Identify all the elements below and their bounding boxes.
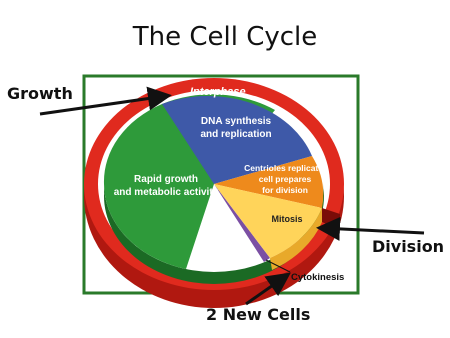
g2-label-line1: Centrioles replicate; <box>244 163 326 173</box>
new-cells-callout: 2 New Cells <box>206 305 311 324</box>
growth-callout: Growth <box>7 84 73 103</box>
s-phase-label-line2: and replication <box>200 129 272 140</box>
s-phase-label-line1: DNA synthesis <box>200 116 272 127</box>
g1-label-line2: and metabolic activity <box>113 187 219 198</box>
interphase-label: Interphase <box>190 86 246 98</box>
division-callout: Division <box>372 237 445 256</box>
page-title: The Cell Cycle <box>132 22 318 52</box>
mitosis-label: Mitosis <box>271 214 303 224</box>
g2-label-line3: for division <box>262 185 308 195</box>
g1-label-line1: Rapid growth <box>134 174 198 185</box>
cytokinesis-label: Cytokinesis <box>291 272 345 283</box>
g2-label-line2: cell prepares <box>258 174 312 184</box>
